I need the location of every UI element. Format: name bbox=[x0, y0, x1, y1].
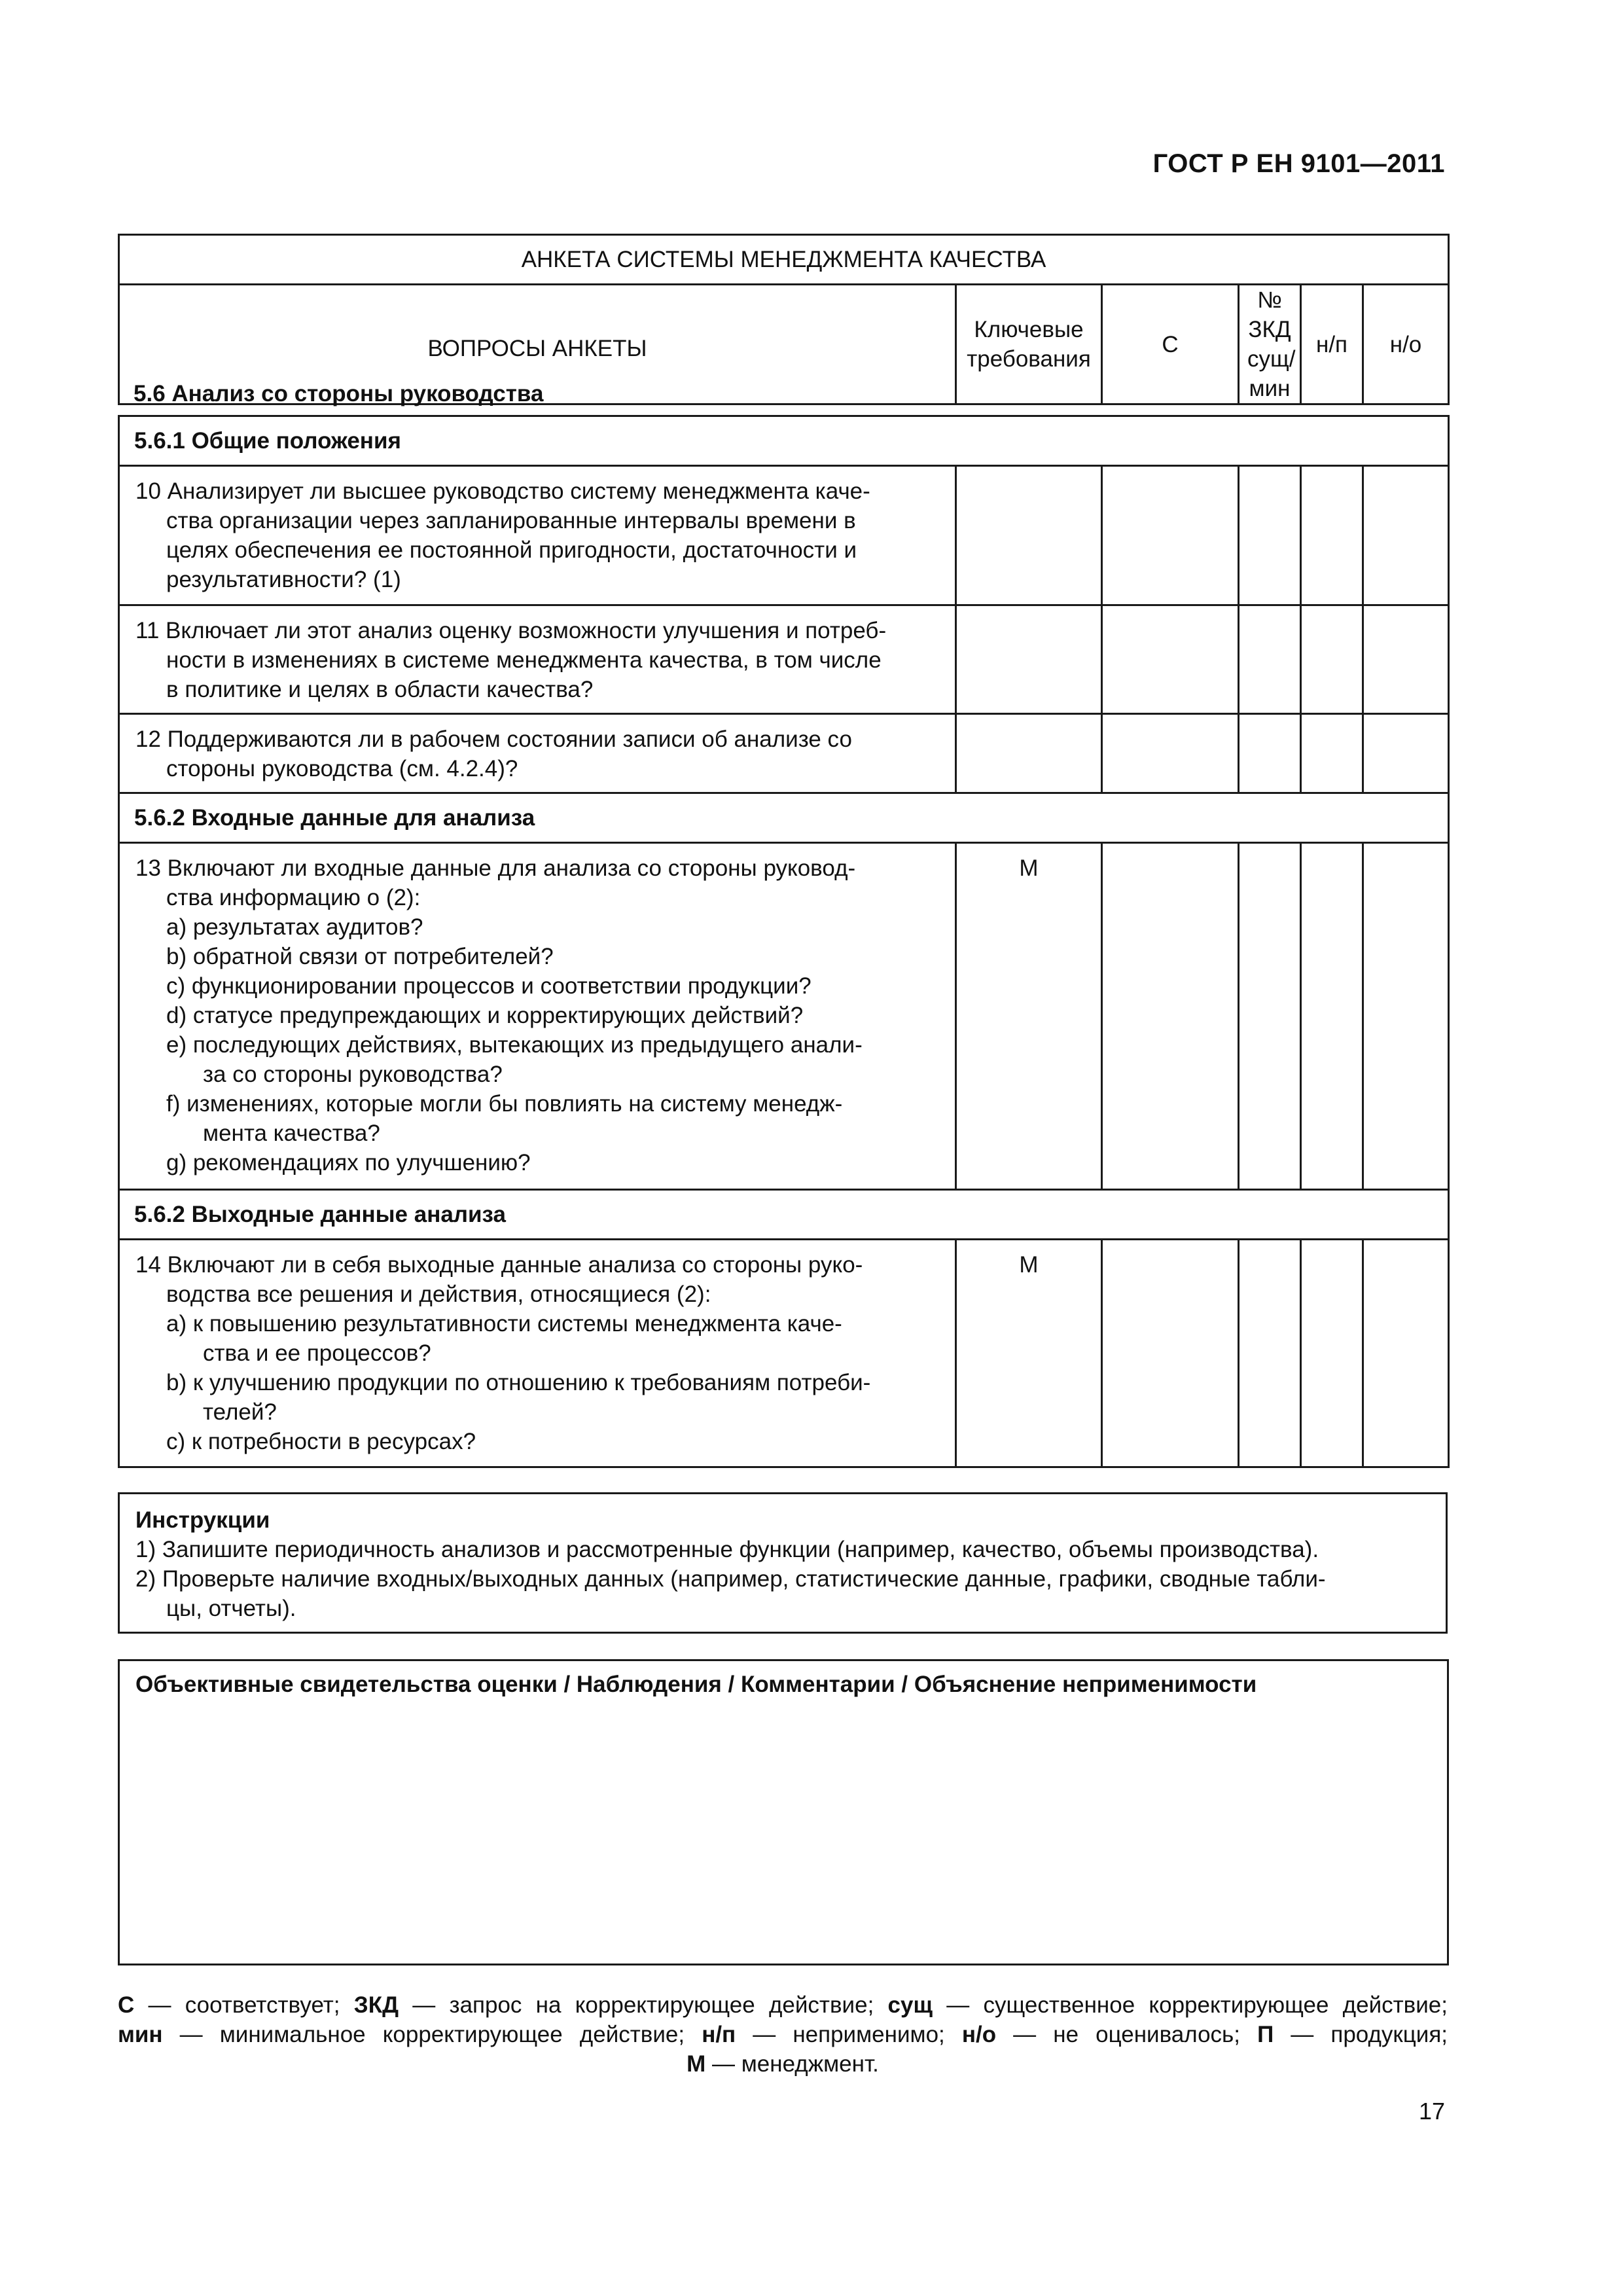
no-cell[interactable] bbox=[1363, 1240, 1449, 1467]
document-code: ГОСТ Р ЕН 9101—2011 bbox=[1152, 149, 1445, 178]
np-cell[interactable] bbox=[1301, 466, 1363, 605]
np-cell[interactable] bbox=[1301, 605, 1363, 714]
np-cell[interactable] bbox=[1301, 1240, 1363, 1467]
subsection-title: 5.6.2 Выходные данные анализа bbox=[119, 1190, 1449, 1240]
c-cell[interactable] bbox=[1102, 466, 1239, 605]
question-13: 13 Включают ли входные данные для анализа со стороны руковод- ства информацию о (2): a) результатах аудитов? b) обратной связи от потребителей? c) функционировании процессов и соответствии продукции? d) статусе предупреждающих и корректирующих действий? e) последующих действиях, вытекающих из предыдущего анали- за со стороны руководства? f) изменениях, которые могли бы повлиять на систему менедж- мента качества? g) рекомендациях по улучшению? bbox=[119, 843, 956, 1190]
zkd-cell[interactable] bbox=[1239, 466, 1301, 605]
instruction-item: 1) Запишите периодичность анализов и рассмотренные функции (например, качество, объемы производства). bbox=[135, 1537, 1319, 1562]
key-requirement-cell[interactable] bbox=[956, 605, 1102, 714]
no-cell[interactable] bbox=[1363, 605, 1449, 714]
zkd-cell[interactable] bbox=[1239, 605, 1301, 714]
column-header-c: С bbox=[1102, 285, 1239, 404]
instruction-item-continuation: цы, отчеты). bbox=[166, 1596, 296, 1621]
c-cell[interactable] bbox=[1102, 843, 1239, 1190]
subsection-title: 5.6.2 Входные данные для анализа bbox=[119, 793, 1449, 843]
column-header-zkd: № ЗКД сущ/мин bbox=[1239, 285, 1301, 404]
questionnaire-header-table bbox=[118, 234, 1450, 405]
zkd-cell[interactable] bbox=[1239, 843, 1301, 1190]
legend-line: мин — минимальное корректирующее действие; н/п — неприменимо; н/о — не оценивалось; П — продукция; bbox=[118, 2022, 1448, 2047]
column-header-questions: ВОПРОСЫ АНКЕТЫ bbox=[119, 285, 956, 404]
section-title: 5.6 Анализ со стороны руководства bbox=[134, 381, 544, 406]
instruction-item: 2) Проверьте наличие входных/выходных данных (например, статистические данные, графики, сводные табли- bbox=[135, 1566, 1326, 1592]
instructions-box bbox=[118, 1492, 1448, 1634]
legend-line: С — соответствует; ЗКД — запрос на корректирующее действие; сущ — существенное корректирующее действие; bbox=[118, 1992, 1448, 2018]
instructions-title: Инструкции bbox=[135, 1507, 270, 1533]
evidence-title: Объективные свидетельства оценки / Наблюдения / Комментарии / Объяснение неприменимости bbox=[135, 1672, 1257, 1697]
table-row bbox=[119, 466, 1449, 605]
table-row bbox=[119, 1240, 1449, 1467]
key-requirement-cell[interactable]: М bbox=[956, 843, 1102, 1190]
zkd-cell[interactable] bbox=[1239, 1240, 1301, 1467]
legend-line: М — менеджмент. bbox=[687, 2051, 879, 2077]
np-cell[interactable] bbox=[1301, 843, 1363, 1190]
table-row bbox=[119, 605, 1449, 714]
question-11: 11 Включает ли этот анализ оценку возможности улучшения и потреб- ности в изменениях в системе менеджмента качества, в том числе в политике и целях в области качества? bbox=[119, 605, 956, 714]
question-12: 12 Поддерживаются ли в рабочем состоянии записи об анализе со стороны руководства (см. 4.2.4)? bbox=[119, 714, 956, 793]
np-cell[interactable] bbox=[1301, 714, 1363, 793]
no-cell[interactable] bbox=[1363, 466, 1449, 605]
column-header-np: н/п bbox=[1301, 285, 1363, 404]
c-cell[interactable] bbox=[1102, 714, 1239, 793]
key-requirement-cell[interactable] bbox=[956, 466, 1102, 605]
page-number: 17 bbox=[1418, 2098, 1445, 2125]
no-cell[interactable] bbox=[1363, 843, 1449, 1190]
c-cell[interactable] bbox=[1102, 605, 1239, 714]
question-10: 10 Анализирует ли высшее руководство систему менеджмента каче- ства организации через запланированные интервалы времени в целях обеспечения ее постоянной пригодности, достаточности и результативности? (1) bbox=[119, 466, 956, 605]
key-requirement-cell[interactable]: М bbox=[956, 1240, 1102, 1467]
question-14: 14 Включают ли в себя выходные данные анализа со стороны руко- водства все решения и действия, относящиеся (2): a) к повышению результативности системы менеджмента каче- ства и ее процессов? b) к улучшению продукции по отношению к требованиям потреби- телей? c) к потребности в ресурсах? bbox=[119, 1240, 956, 1467]
column-header-no: н/о bbox=[1363, 285, 1449, 404]
no-cell[interactable] bbox=[1363, 714, 1449, 793]
legend bbox=[118, 1990, 1448, 2079]
subsection-title: 5.6.1 Общие положения bbox=[119, 416, 1449, 466]
evidence-box[interactable] bbox=[118, 1659, 1449, 1965]
column-header-key-requirements: Ключевые требования bbox=[956, 285, 1102, 404]
c-cell[interactable] bbox=[1102, 1240, 1239, 1467]
questionnaire-body-table bbox=[118, 415, 1450, 1468]
questionnaire-title: АНКЕТА СИСТЕМЫ МЕНЕДЖМЕНТА КАЧЕСТВА bbox=[119, 235, 1449, 285]
table-row bbox=[119, 843, 1449, 1190]
key-requirement-cell[interactable] bbox=[956, 714, 1102, 793]
table-row bbox=[119, 714, 1449, 793]
zkd-cell[interactable] bbox=[1239, 714, 1301, 793]
